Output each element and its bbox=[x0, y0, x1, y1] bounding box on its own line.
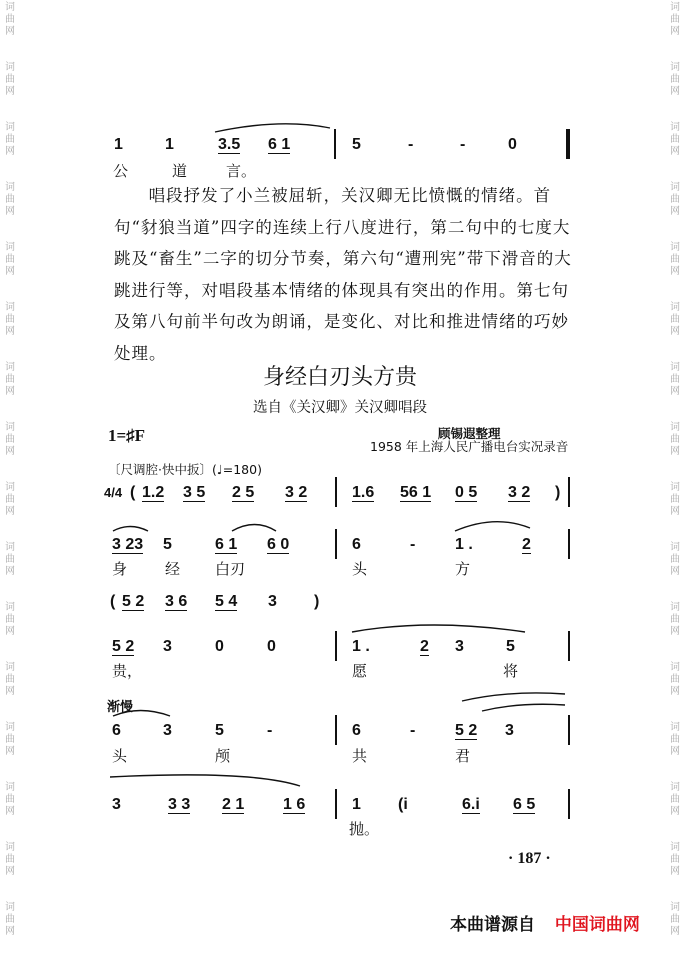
watermark-text: 词 曲 网 bbox=[5, 302, 15, 337]
note: 6 5 bbox=[513, 796, 536, 813]
watermark-text: 词 曲 网 bbox=[670, 362, 680, 397]
lyric: 君 bbox=[455, 747, 471, 765]
watermark-text: 词 曲 网 bbox=[670, 422, 680, 457]
watermark-text: 词 曲 网 bbox=[670, 2, 680, 37]
note: 6 bbox=[352, 536, 361, 553]
watermark-text: 词 曲 网 bbox=[5, 182, 15, 217]
lyric: 将 bbox=[503, 662, 519, 680]
note: 5 2 bbox=[122, 593, 145, 610]
key-signature: 1=♯F bbox=[108, 426, 146, 445]
note: 5 bbox=[506, 638, 515, 655]
lyric: 抛。 bbox=[349, 820, 380, 838]
note: 3 bbox=[163, 722, 172, 739]
note: ( bbox=[110, 593, 116, 610]
lyric: 道 bbox=[172, 162, 188, 180]
lyric: 愿 bbox=[352, 662, 368, 680]
note: 0 bbox=[508, 136, 517, 153]
note: 6 bbox=[112, 722, 121, 739]
note: 5 bbox=[163, 536, 172, 553]
watermark-text: 词 曲 网 bbox=[5, 62, 15, 97]
watermark-text: 词 曲 网 bbox=[5, 2, 15, 37]
note: 6 bbox=[352, 722, 361, 739]
note: 5 4 bbox=[215, 593, 238, 610]
note: 1 bbox=[165, 136, 174, 153]
note: 2 5 bbox=[232, 484, 255, 501]
slur bbox=[113, 527, 148, 532]
note: 0 bbox=[267, 638, 276, 655]
note: - bbox=[410, 722, 416, 739]
lyric: 颅 bbox=[215, 747, 231, 765]
watermark-text: 词 曲 网 bbox=[670, 842, 680, 877]
note: 3 5 bbox=[183, 484, 206, 501]
page-number: · 187 · bbox=[508, 850, 551, 867]
watermark-text: 词 曲 网 bbox=[670, 902, 680, 937]
watermark-text: 词 曲 网 bbox=[670, 722, 680, 757]
slur bbox=[232, 525, 276, 532]
watermark-text: 词 曲 网 bbox=[670, 482, 680, 517]
slur bbox=[110, 775, 300, 786]
note: 3 23 bbox=[112, 536, 144, 553]
note: 3 2 bbox=[508, 484, 531, 501]
note: 1 6 bbox=[283, 796, 306, 813]
note: ) bbox=[314, 593, 320, 610]
note: 3 6 bbox=[165, 593, 188, 610]
note: 6 0 bbox=[267, 536, 290, 553]
lyric: 经 bbox=[165, 560, 181, 578]
watermark-text: 词 曲 网 bbox=[5, 602, 15, 637]
tempo-marking: 〔尺调腔·快中扳〕(♩=180) bbox=[108, 462, 262, 477]
watermark-text: 词 曲 网 bbox=[5, 722, 15, 757]
lyric: 言。 bbox=[226, 162, 257, 180]
note: 1 bbox=[114, 136, 123, 153]
note: - bbox=[267, 722, 273, 739]
note: 1 . bbox=[352, 638, 370, 655]
lyric: 白刃 bbox=[215, 560, 246, 578]
recording-source: 1958 年上海人民广播电台实况录音 bbox=[370, 439, 569, 454]
lyric: 贵， bbox=[112, 662, 143, 680]
watermark-text: 词 曲 网 bbox=[5, 842, 15, 877]
lyric: 头 bbox=[112, 747, 128, 765]
note: 6 1 bbox=[215, 536, 238, 553]
watermark-text: 词 曲 网 bbox=[670, 62, 680, 97]
note: 3 bbox=[455, 638, 464, 655]
note: 2 1 bbox=[222, 796, 245, 813]
arranger: 顾锡遐整理 bbox=[438, 426, 501, 441]
note: 2 bbox=[522, 536, 531, 553]
note: ( bbox=[130, 484, 136, 501]
footer-prefix: 本曲谱源自 bbox=[450, 915, 535, 935]
note: 2 bbox=[420, 638, 429, 655]
time-signature: 4/4 bbox=[104, 485, 123, 500]
note: 6.i bbox=[462, 796, 480, 813]
watermark-text: 词 曲 网 bbox=[5, 422, 15, 457]
slur bbox=[462, 693, 565, 701]
watermark-text: 词 曲 网 bbox=[5, 902, 15, 937]
note: 3 bbox=[163, 638, 172, 655]
watermark-text: 词 曲 网 bbox=[670, 602, 680, 637]
note: - bbox=[410, 536, 416, 553]
note: 1 . bbox=[455, 536, 473, 553]
lyric: 公 bbox=[113, 162, 129, 180]
lyric: 共 bbox=[352, 747, 368, 765]
note: 56 1 bbox=[400, 484, 432, 501]
slur bbox=[113, 711, 170, 717]
note: (i bbox=[398, 796, 408, 813]
watermark-text: 词 曲 网 bbox=[670, 782, 680, 817]
lyric: 方 bbox=[455, 560, 471, 578]
note: 5 2 bbox=[455, 722, 478, 739]
note: 0 5 bbox=[455, 484, 478, 501]
watermark-text: 词 曲 网 bbox=[5, 662, 15, 697]
commentary-paragraph: 唱段抒发了小兰被屈斩，关汉卿无比愤慨的情绪。首句“豺狼当道”四字的连续上行八度进行，第二句中的七度大跳及“畜生”二字的切分节奏，第六句“遭刑宪”带下滑音的大跳进行等，对唱段基本情绪的体现具有突出的作用。第七句及第八句前半句改为朗诵，是变化、对比和推进情绪的巧妙处理。 bbox=[114, 186, 572, 363]
footer-site-link[interactable]: 中国词曲网 bbox=[554, 915, 640, 935]
note: - bbox=[408, 136, 414, 153]
note: 0 bbox=[215, 638, 224, 655]
note: 6 1 bbox=[268, 136, 291, 153]
song-title: 身经白刃头方贵 bbox=[262, 365, 417, 390]
note: 3 bbox=[268, 593, 277, 610]
watermark-text: 词 曲 网 bbox=[5, 782, 15, 817]
song-subtitle: 选自《关汉卿》关汉卿唱段 bbox=[253, 400, 427, 416]
tempo-change: 渐慢 bbox=[107, 700, 134, 715]
note: 3 3 bbox=[168, 796, 191, 813]
note: - bbox=[460, 136, 466, 153]
lyric: 头 bbox=[352, 560, 368, 578]
note: 3 bbox=[505, 722, 514, 739]
note: 5 bbox=[215, 722, 224, 739]
note: 5 bbox=[352, 136, 361, 153]
watermark-text: 词 曲 网 bbox=[5, 122, 15, 157]
lyric: 身 bbox=[112, 560, 128, 578]
note: 5 2 bbox=[112, 638, 135, 655]
slur bbox=[352, 625, 525, 632]
watermark-text: 词 曲 网 bbox=[670, 122, 680, 157]
slur bbox=[215, 124, 330, 132]
note: 3 bbox=[112, 796, 121, 813]
note: 3.5 bbox=[218, 136, 241, 153]
watermark-text: 词 曲 网 bbox=[670, 242, 680, 277]
watermark-text: 词 曲 网 bbox=[670, 662, 680, 697]
watermark-text: 词 曲 网 bbox=[5, 542, 15, 577]
note: ) bbox=[555, 484, 561, 501]
watermark-text: 词 曲 网 bbox=[5, 362, 15, 397]
watermark-text: 词 曲 网 bbox=[670, 182, 680, 217]
watermark-text: 词 曲 网 bbox=[670, 542, 680, 577]
slur bbox=[482, 704, 565, 711]
note: 1.6 bbox=[352, 484, 375, 501]
watermark-text: 词 曲 网 bbox=[5, 242, 15, 277]
watermark-text: 词 曲 网 bbox=[670, 302, 680, 337]
note: 1 bbox=[352, 796, 361, 813]
note: 1.2 bbox=[142, 484, 165, 501]
note: 3 2 bbox=[285, 484, 308, 501]
slur bbox=[455, 522, 530, 531]
watermark-text: 词 曲 网 bbox=[5, 482, 15, 517]
